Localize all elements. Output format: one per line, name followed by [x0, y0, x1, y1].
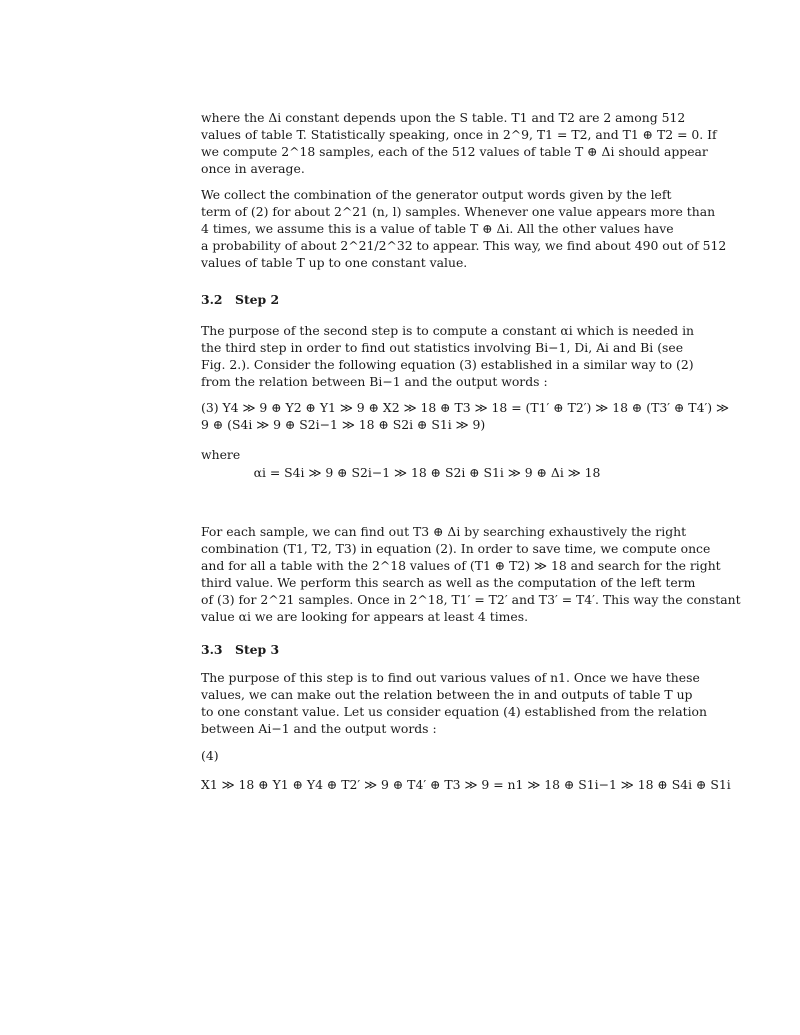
equation-4: X1 ≫ 18 ⊕ Y1 ⊕ Y4 ⊕ T2′ ≫ 9 ⊕ T4′ ⊕ T3 ≫ 9 = n1 ≫ 18 ⊕ S1i−1 ≫ 18 ⊕ S4i ⊕ S1i — [201, 777, 731, 792]
text-line: we compute 2^18 samples, each of the 512 values of table T ⊕ Δi should appear — [201, 144, 708, 159]
text-line: from the relation between Bi−1 and the output words : — [201, 374, 548, 389]
paragraph-step-3-purpose — [201, 669, 707, 737]
equation-4-label: (4) — [201, 748, 219, 763]
text-line: to one constant value. Let us consider equation (4) established from the relation — [201, 704, 707, 719]
text-line: values of table T. Statistically speaking, once in 2^9, T1 = T2, and T1 ⊕ T2 = 0. If — [201, 127, 717, 142]
section-title: Step 3 — [235, 642, 280, 657]
section-number: 3.3 — [201, 642, 223, 657]
text-line: values, we can make out the relation between the in and outputs of table T up — [201, 687, 693, 702]
text-line: term of (2) for about 2^21 (n, l) samples. Whenever one value appears more than — [201, 204, 716, 219]
text-line: We collect the combination of the generator output words given by the left — [201, 187, 672, 202]
text-line: 4 times, we assume this is a value of table T ⊕ Δi. All the other values have — [201, 221, 674, 236]
section-title: Step 2 — [235, 292, 280, 307]
where-label: where — [201, 447, 241, 462]
alpha-equation: αi = S4i ≫ 9 ⊕ S2i−1 ≫ 18 ⊕ S2i ⊕ S1i ≫ 9 ⊕ Δi ≫ 18 — [253, 465, 601, 480]
section-heading-3-2 — [201, 292, 279, 307]
paragraph-step-2-purpose — [201, 322, 695, 390]
paragraph-delta-constant — [201, 109, 717, 177]
text-line: The purpose of this step is to find out various values of n1. Once we have these — [201, 670, 700, 685]
text-line: between Ai−1 and the output words : — [201, 721, 437, 736]
text-line: and for all a table with the 2^18 values of (T1 ⊕ T2) ≫ 18 and search for the right — [201, 558, 721, 573]
text-line: The purpose of the second step is to compute a constant αi which is needed in — [201, 323, 695, 338]
text-line: values of table T up to one constant value. — [201, 255, 468, 270]
text-line: once in average. — [201, 161, 305, 176]
text-line: For each sample, we can find out T3 ⊕ Δi by searching exhaustively the right — [201, 524, 687, 539]
paragraph-exhaustive-search — [201, 523, 741, 625]
equation-line: 9 ⊕ (S4i ≫ 9 ⊕ S2i−1 ≫ 18 ⊕ S2i ⊕ S1i ≫ 9) — [201, 417, 486, 432]
section-heading-3-3 — [201, 642, 279, 657]
section-number: 3.2 — [201, 292, 223, 307]
text-line: combination (T1, T2, T3) in equation (2). In order to save time, we compute once — [201, 541, 711, 556]
text-line: Fig. 2.). Consider the following equation (3) established in a similar way to (2) — [201, 357, 694, 372]
text-line: a probability of about 2^21/2^32 to appear. This way, we find about 490 out of 512 — [201, 238, 727, 253]
text-line: of (3) for 2^21 samples. Once in 2^18, T1′ = T2′ and T3′ = T4′. This way the constant — [201, 592, 741, 607]
text-line: third value. We perform this search as well as the computation of the left term — [201, 575, 696, 590]
paragraph-collect-combination — [201, 186, 727, 271]
text-line: value αi we are looking for appears at least 4 times. — [201, 609, 529, 624]
equation-3 — [201, 400, 730, 434]
equation-line: (3) Y4 ≫ 9 ⊕ Y2 ⊕ Y1 ≫ 9 ⊕ X2 ≫ 18 ⊕ T3 ≫ 18 = (T1′ ⊕ T2′) ≫ 18 ⊕ (T3′ ⊕ T4′) ≫ — [201, 400, 730, 415]
text-line: the third step in order to find out statistics involving Bi−1, Di, Ai and Bi (see — [201, 340, 684, 355]
text-line: where the Δi constant depends upon the S table. T1 and T2 are 2 among 512 — [201, 110, 686, 125]
